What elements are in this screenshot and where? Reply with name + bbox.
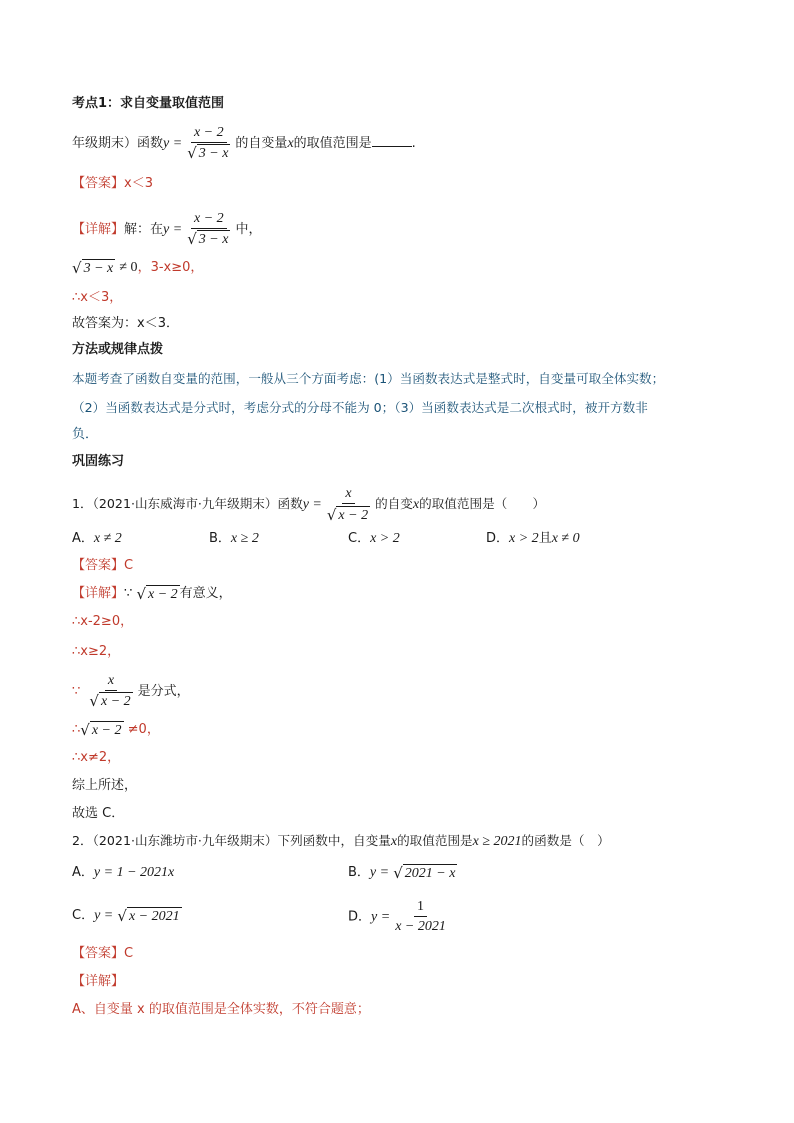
answer-value: x＜3 [124, 176, 153, 191]
example-fn-lhs: y = [163, 135, 183, 151]
q2-answer-value: C [124, 946, 134, 961]
q1-meaningful: 有意义， [179, 586, 232, 601]
sqrt-icon: √ [393, 863, 403, 882]
therefore-symbol: ∴ [72, 722, 81, 737]
option-label: C． [72, 908, 95, 923]
q2-optc-sqrt [117, 907, 181, 925]
sqrt-icon: √ [326, 505, 337, 524]
q1-l5-radicand: x − 2 [91, 722, 122, 738]
q1-l4-fraction [86, 672, 135, 711]
q1-l8: 故选 C． [72, 806, 125, 821]
q1-option-c [348, 528, 400, 550]
option-label: D． [348, 909, 372, 925]
q2-optd-numerator: 1 [414, 898, 427, 917]
q1-numerator: x [342, 485, 354, 504]
q1-l4-radicand: x − 2 [100, 694, 131, 709]
q1-l6: ∴x≠2， [72, 750, 121, 765]
q1-l5-rel: ≠0， [127, 722, 160, 737]
example-numerator: x − 2 [191, 124, 227, 143]
detail-fn-lhs: y = [163, 221, 183, 237]
q2-mid: 的取值范围是 [397, 833, 473, 848]
q1-answer-tag: 【答案】 [72, 558, 125, 573]
method-line1: 本题考查了函数自变量的范围，一般从三个方面考虑：(1）当函数表达式是整式时，自变量可取全体实数； [72, 371, 665, 386]
sqrt-icon: √ [80, 720, 90, 739]
option-expr: x ≥ 2 [230, 531, 259, 546]
q2-answer-tag: 【答案】 [72, 946, 125, 961]
q2-optb-sqrt [393, 864, 457, 882]
detail-line2-text: ，3-x≥0， [137, 260, 204, 275]
q2-question [72, 831, 610, 852]
q2-detail-tag: 【详解】 [72, 974, 125, 989]
option-lhs: y = [94, 908, 114, 923]
method-title: 方法或规律点拨 [72, 342, 164, 357]
answer-tag: 【答案】 [72, 176, 125, 191]
option-expr-a: x > 2 [509, 531, 539, 546]
because-symbol: ∵ [124, 586, 133, 601]
q1-l7: 综上所述， [72, 778, 138, 793]
q1-l4-numerator: x [105, 672, 117, 691]
q1-l2: ∴x-2≥0， [72, 614, 134, 629]
q1-detail-sqrt [136, 585, 179, 603]
example-sqrt [187, 144, 230, 162]
q2-cond: x ≥ 2021 [472, 834, 522, 849]
q1-radicand: x − 2 [338, 507, 369, 523]
q1-fraction [324, 485, 373, 524]
q2-option-b [348, 862, 457, 884]
detail-tag: 【详解】 [72, 221, 125, 237]
sqrt-icon: √ [136, 584, 146, 603]
q2-suffix: 的函数是（ ） [521, 833, 610, 848]
example-end: . [411, 135, 416, 151]
option-label: A． [72, 531, 94, 546]
q2-option-a [72, 862, 174, 884]
detail-fraction [184, 210, 233, 249]
q1-detail-radicand: x − 2 [148, 586, 178, 602]
q2-answer [72, 944, 133, 964]
answer-blank [372, 134, 412, 147]
detail-intro: 解：在 [124, 221, 164, 237]
q1-sqrt [327, 506, 370, 524]
q1-l3: ∴x≥2， [72, 644, 121, 659]
option-join: 且 [538, 531, 552, 546]
option-label: A． [72, 865, 94, 880]
example-var: x [287, 135, 294, 151]
option-expr: y = 1 − 2021x [93, 865, 175, 880]
q1-l4 [72, 672, 190, 711]
q1-option-a [72, 528, 122, 550]
practice-title: 巩固练习 [72, 454, 125, 469]
example-question [72, 124, 416, 163]
q2-optd-denominator: x − 2021 [395, 919, 446, 934]
example-prefix: 年级期末）函数 [72, 135, 164, 151]
q2-optc-radicand: x − 2021 [128, 908, 180, 924]
option-expr: x ≠ 2 [93, 531, 122, 546]
q1-answer-value: C [124, 558, 134, 573]
sqrt-icon: √ [117, 906, 127, 925]
q1-prefix: 1．（2021·山东威海市·九年级期末）函数 [72, 495, 303, 511]
option-lhs: y = [369, 865, 390, 880]
detail-line2 [72, 258, 203, 278]
q2-optb-radicand: 2021 − x [404, 865, 456, 881]
option-expr-b: x ≠ 0 [551, 531, 580, 546]
option-expr: x > 2 [370, 531, 400, 546]
q1-option-d [486, 528, 580, 550]
example-middle: 的自变量 [235, 135, 288, 151]
q1-fn-lhs: y = [302, 496, 322, 512]
option-label: B． [209, 531, 231, 546]
detail-line2-sqrt [72, 259, 115, 277]
q2-option-d [348, 898, 451, 936]
example-detail [72, 210, 261, 249]
sqrt-icon: √ [89, 692, 99, 710]
q2-option-c [72, 905, 182, 927]
q1-answer [72, 556, 133, 576]
q1-detail [72, 584, 232, 604]
example-suffix: 的取值范围是 [293, 135, 372, 151]
q2-prefix: 2．（2021·山东潍坊市·九年级期末）下列函数中，自变量 [72, 833, 391, 848]
q2-detail-a: A、自变量 x 的取值范围是全体实数，不符合题意； [72, 1002, 370, 1017]
detail-sqrt [187, 230, 230, 248]
sqrt-icon: √ [72, 258, 82, 277]
q1-var: x [412, 496, 420, 512]
detail-line2-radicand: 3 − x [83, 260, 114, 276]
option-label: D． [486, 531, 510, 546]
method-line2: （2）当函数表达式是分式时，考虑分式的分母不能为 0；（3）当函数表达式是二次根式时，被开方数非 [72, 400, 648, 415]
detail-radicand: 3 − x [198, 232, 229, 247]
detail-after: 中， [235, 221, 262, 237]
detail-line3: ∴x＜3， [72, 290, 123, 305]
option-label: B． [348, 865, 370, 880]
q1-detail-tag: 【详解】 [72, 586, 125, 601]
because-symbol: ∵ [72, 683, 81, 699]
detail-numerator: x − 2 [191, 210, 227, 229]
option-lhs: y = [371, 909, 391, 925]
option-label: C． [348, 531, 371, 546]
q2-optd-fraction [392, 898, 449, 936]
sqrt-icon: √ [187, 230, 197, 248]
q1-l5 [72, 720, 160, 740]
q1-suffix-a: 的自变 [375, 495, 413, 511]
q1-l4-sqrt [89, 692, 132, 710]
q2-var: x [390, 834, 398, 849]
method-line3: 负． [72, 427, 99, 442]
q1-option-b [209, 528, 259, 550]
q1-question [72, 485, 545, 524]
detail-line4: 故答案为：x＜3． [72, 316, 179, 331]
example-fraction [184, 124, 233, 163]
q1-l4-text: 是分式， [137, 683, 190, 699]
q1-suffix-b: 的取值范围是（ ） [419, 495, 546, 511]
section-title: 考点1：求自变量取值范围 [72, 96, 225, 111]
example-answer [72, 174, 153, 194]
detail-line2-rel: ≠ 0 [119, 260, 138, 275]
sqrt-icon: √ [187, 144, 197, 162]
example-radicand: 3 − x [198, 146, 229, 161]
q1-l5-sqrt [80, 721, 123, 739]
